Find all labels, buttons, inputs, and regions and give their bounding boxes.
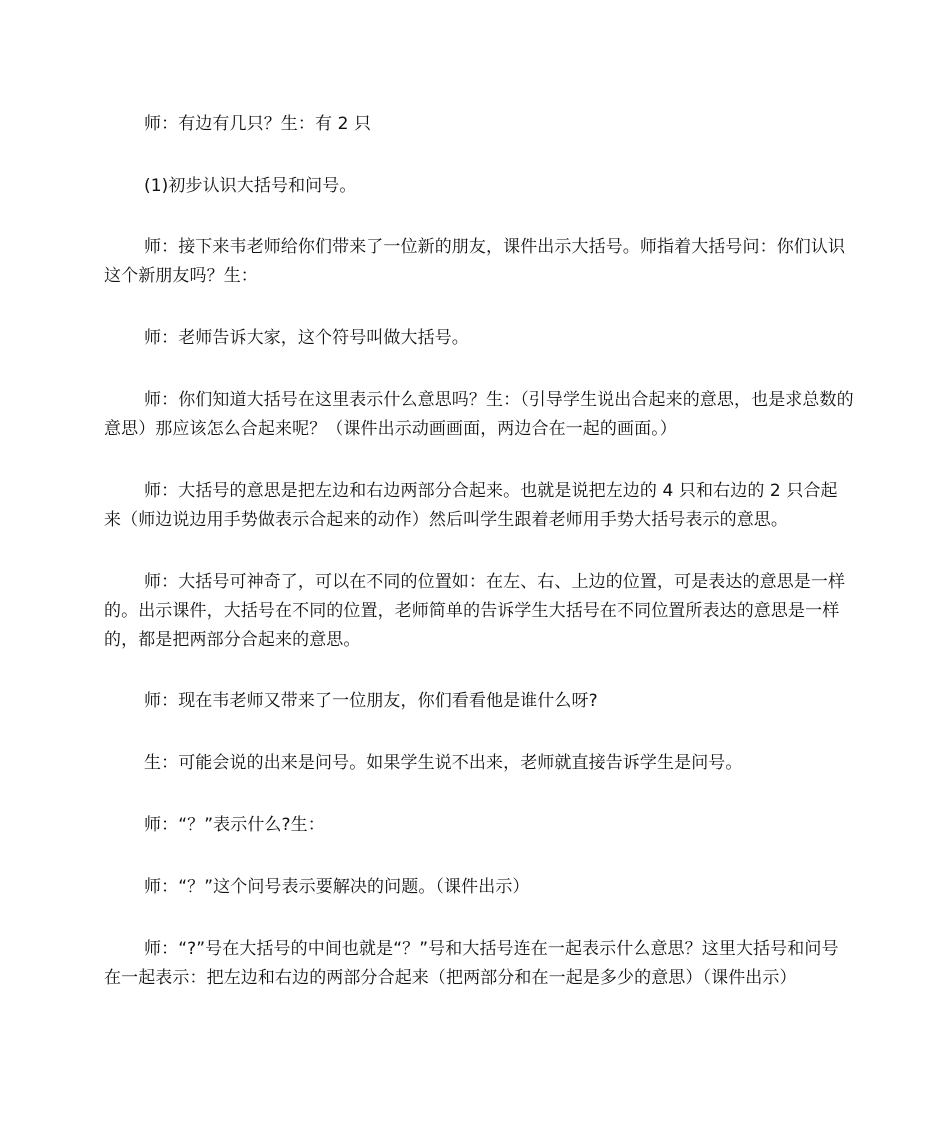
paragraph-brace-meaning-question: 师：你们知道大括号在这里表示什么意思吗？生：（引导学生说出合起来的意思，也是求总数的意思）那应该怎么合起来呢？（课件出示动画画面，两边合在一起的画面。）: [104, 390, 854, 439]
paragraph-section-heading: (1)初步认识大括号和问号。: [144, 176, 357, 196]
paragraph-question-mark-meaning-ask: 师：“？”表示什么?生：: [144, 815, 325, 835]
paragraph-introduce-brace: 师：接下来韦老师给你们带来了一位新的朋友，课件出示大括号。师指着大括号问：你们认识这个新朋友吗？生：: [104, 237, 846, 286]
paragraph-teacher-question-right-side: 师：有边有几只？生：有 2 只: [144, 114, 372, 134]
paragraph-question-mark-answer: 生：可能会说的出来是问号。如果学生说不出来，老师就直接告诉学生是问号。: [144, 753, 743, 773]
paragraph-new-friend: 师：现在韦老师又带来了一位朋友，你们看看他是谁什么呀?: [144, 691, 598, 711]
paragraph-brace-meaning-explanation: 师：大括号的意思是把左边和右边两部分合起来。也就是说把左边的 4 只和右边的 2 只合起来（师边说边用手势做表示合起来的动作）然后叫学生跟着老师用手势大括号表示的意思。: [104, 481, 838, 530]
paragraph-brace-positions: 师：大括号可神奇了，可以在不同的位置如：在左、右、上边的位置，可是表达的意思是一样的。出示课件，大括号在不同的位置，老师简单的告诉学生大括号在不同位置所表达的意思是一样的，都是把两部分合起来的意思。: [104, 572, 846, 650]
paragraph-brace-name: 师：老师告诉大家，这个符号叫做大括号。: [144, 328, 469, 348]
paragraph-brace-and-question-mark: 师：“?”号在大括号的中间也就是“？”号和大括号连在一起表示什么意思？这里大括号和问号在一起表示：把左边和右边的两部分合起来（把两部分和在一起是多少的意思）（课件出示）: [104, 939, 839, 988]
paragraph-question-mark-meaning: 师：“？”这个问号表示要解决的问题。（课件出示）: [144, 877, 530, 897]
